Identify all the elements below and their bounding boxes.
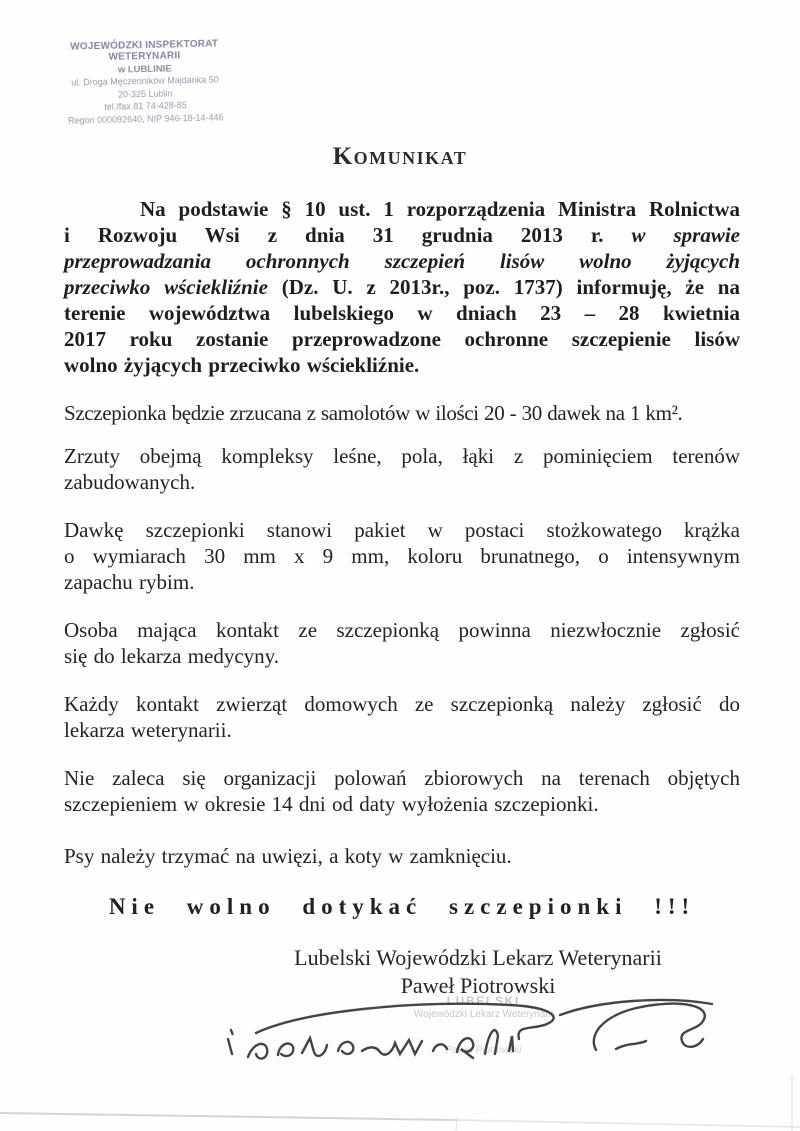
document-body — [64, 196, 740, 922]
warning-line: Nie wolno dotykać szczepionki !!! — [108, 894, 696, 919]
page-title: Komunikat — [332, 143, 468, 170]
letterhead-stamp — [35, 38, 255, 128]
human-contact-paragraph: Osoba mająca kontakt ze szczepionką powinna niezwłocznie zgłosić się do lekarza medycyny. — [64, 618, 740, 668]
hunting-ban-paragraph: Nie zaleca się organizacji polowań zbiorowych na terenach objętych szczepieniem w okresie 14 dni od daty wyłożenia szczepionki. — [64, 766, 740, 816]
signoff-name: Paweł Piotrowski — [400, 972, 556, 998]
intro-paragraph: Na podstawie § 10 ust. 1 rozporządzenia Ministra Rolnictwa i Rozwoju Wsi z dnia 31 grudnia 2013 r. w sprawie przeprowadzania ochronnych szczepień lisów wolno żyjących przeciwko wściekliźnie (Dz. U. z 2013r., poz. 1737) informuję, że na terenie województwa lubelskiego w dniach 23 – 28 kwietnia 2017 roku zostanie przeprowadzone ochronne szczepienie lisów wolno żyjących przeciwko wściekliźnie. — [64, 197, 740, 377]
official-stamp-name: Paweł Piotrowski — [445, 1045, 522, 1056]
vaccine-drop-paragraph: Szczepionka będzie zrzucana z samolotów w ilości 20 - 30 dawek na 1 km². — [64, 401, 683, 425]
pet-contact-paragraph: Każdy kontakt zwierząt domowych ze szczepionką należy zgłosić do lekarza weterynarii. — [64, 692, 740, 742]
dose-description-paragraph: Dawkę szczepionki stanowi pakiet w postaci stożkowatego krążka o wymiarach 30 mm x 9 mm, koloru brunatnego, o intensywnym zapachu rybim. — [64, 518, 740, 594]
drop-areas-paragraph: Zrzuty obejmą kompleksy leśne, pola, łąki z pominięciem terenów zabudowanych. — [64, 444, 740, 494]
signoff-title: Lubelski Wojewódzki Lekarz Weterynarii — [294, 945, 662, 970]
signoff-block — [246, 944, 710, 999]
letterhead-regon-nip: Regon 000092640, NIP 946-18-14-446 — [67, 111, 224, 126]
letterhead-street: ul. Droga Męczenników Majdanka 50 — [71, 74, 219, 88]
official-stamp-region: LUBELSKI — [446, 996, 521, 1008]
letterhead-postal-city: 20-325 Lublin — [117, 87, 173, 100]
letterhead-org-name: WOJEWÓDZKI INSPEKTORAT WETERYNARII — [70, 38, 219, 63]
pets-restraint-paragraph: Psy należy trzymać na uwięzi, a koty w zamknięciu. — [64, 844, 512, 868]
letterhead-phone: tel./fax 81 74-428-85 — [104, 100, 187, 112]
letterhead-city: w LUBLINIE — [117, 63, 172, 76]
handwritten-signature — [198, 993, 722, 1093]
official-stamp-office: Wojewódzki Lekarz Weterynarii — [413, 1009, 554, 1020]
